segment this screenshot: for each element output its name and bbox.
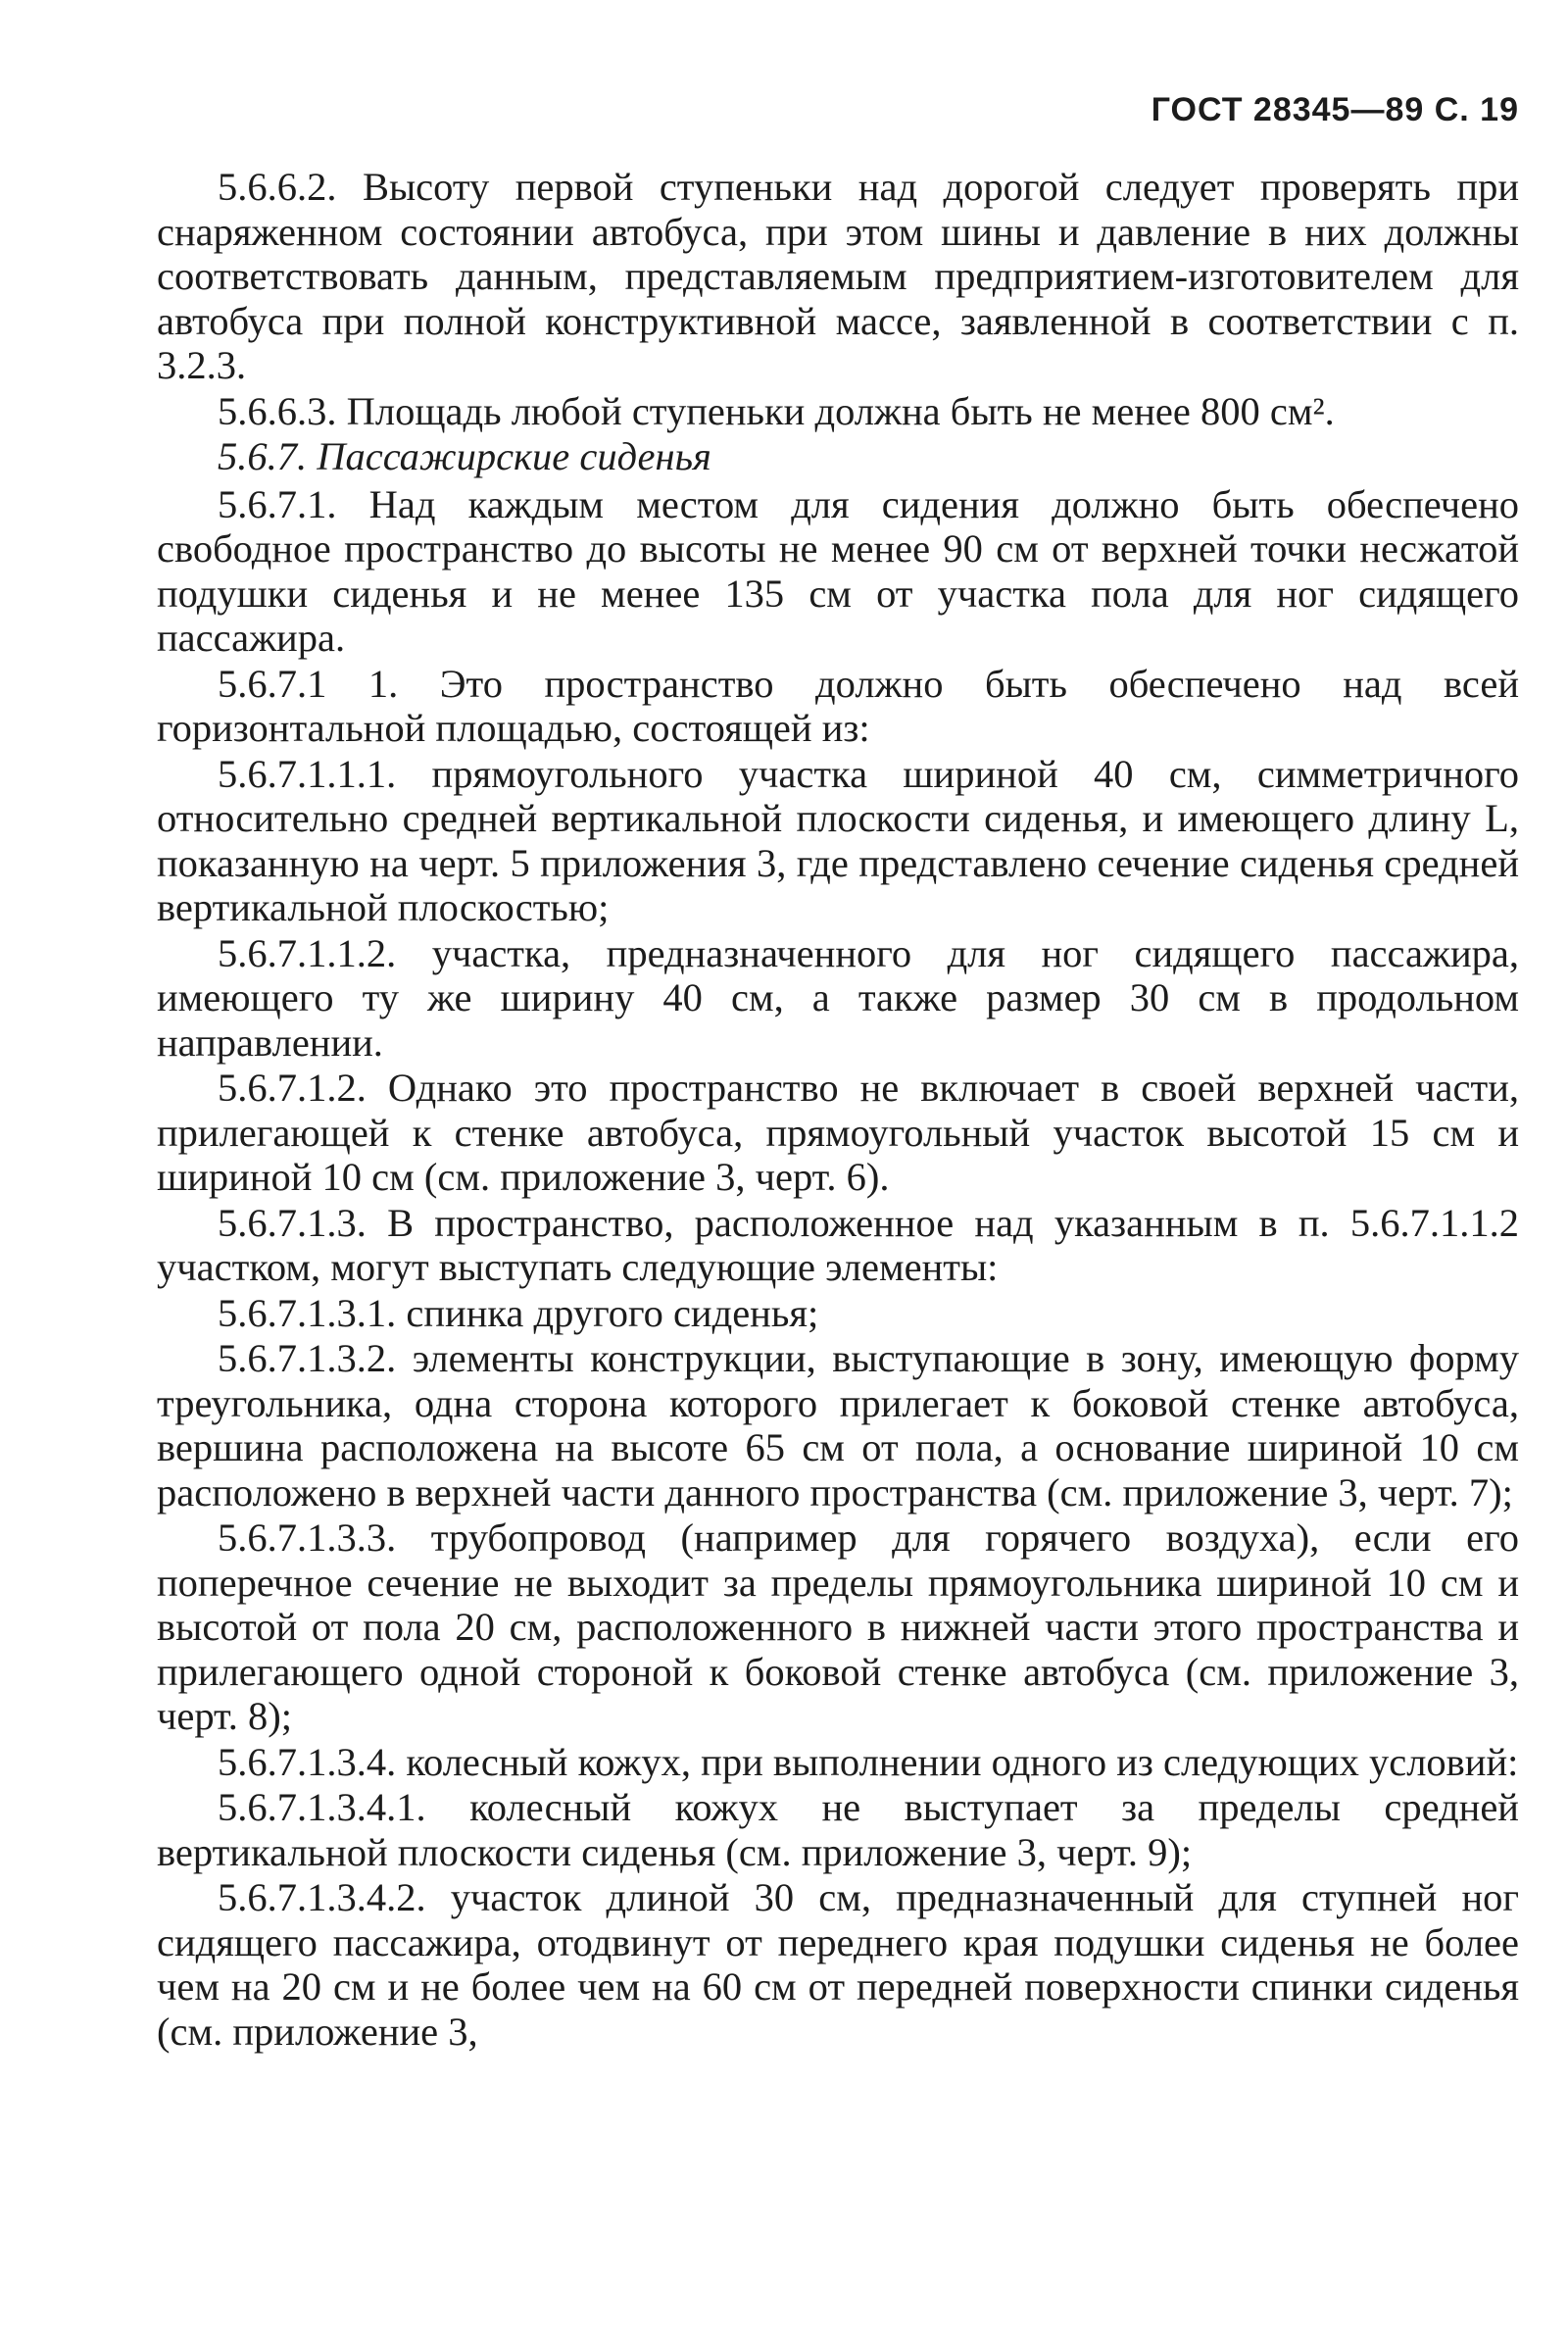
paragraph-5-6-7-1-2: 5.6.7.1.2. Однако это пространство не включает в своей верхней части, прилегающей к стенке автобуса, прямоугольный участок высотой 15 см и шириной 10 см (см. приложение 3, черт. 6). bbox=[157, 1066, 1519, 1199]
paragraph-5-6-6-2: 5.6.6.2. Высоту первой ступеньки над дорогой следует проверять при снаряженном состоянии автобуса, при этом шины и давление в них должны соответствовать данным, представляемым предприятием-изготовителем для автобуса при полной конструктивной массе, заявленной в соответствии с п. 3.2.3. bbox=[157, 165, 1519, 387]
paragraph-5-6-7-1-1-1: 5.6.7.1.1.1. прямоугольного участка шириной 40 см, симметричного относительно средней вертикальной плоскости сиденья, и имеющего длину L, показанную на черт. 5 приложения 3, где представлено сечение сиденья средней вертикальной плоскостью; bbox=[157, 751, 1519, 929]
paragraph-5-6-7-1-3-4-1: 5.6.7.1.3.4.1. колесный кожух не выступает за пределы средней вертикальной плоскости сиденья (см. приложение 3, черт. 9); bbox=[157, 1785, 1519, 1874]
paragraph-5-6-7-1-3-2: 5.6.7.1.3.2. элементы конструкции, выступающие в зону, имеющую форму треугольника, одна сторона которого прилегает к боковой стенке автобуса, вершина расположена на высоте 65 см от пола, а основание шириной 10 см расположено в верхней части данного пространства (см. приложение 3, черт. 7); bbox=[157, 1336, 1519, 1515]
paragraph-5-6-7-1-3-4-2: 5.6.7.1.3.4.2. участок длиной 30 см, предназначенный для ступней ног сидящего пассажира, отодвинут от переднего края подушки сиденья не более чем на 20 см и не более чем на 60 см от передней поверхности спинки сиденья (см. приложение 3, bbox=[157, 1875, 1519, 2054]
page-header: ГОСТ 28345—89 С. 19 bbox=[1151, 91, 1519, 128]
paragraph-5-6-7-1: 5.6.7.1. Над каждым местом для сидения должно быть обеспечено свободное пространство до высоты не менее 90 см от верхней точки несжатой подушки сиденья и не менее 135 см от участка пола для ног сидящего пассажира. bbox=[157, 481, 1519, 660]
paragraph-5-6-7-1-3-1: 5.6.7.1.3.1. спинка другого сиденья; bbox=[218, 1290, 819, 1335]
paragraph-5-6-7-1-3-4: 5.6.7.1.3.4. колесный кожух, при выполнении одного из следующих условий: bbox=[218, 1739, 1519, 1784]
section-heading-5-6-7: 5.6.7. Пассажирские сиденья bbox=[218, 434, 711, 478]
paragraph-5-6-7-1-3-3: 5.6.7.1.3.3. трубопровод (например для горячего воздуха), если его поперечное сечение не выходит за пределы прямоугольника шириной 10 см и высотой от пола 20 см, расположенного в нижней части этого пространства и прилегающего одной стороной к боковой стенке автобуса (см. приложение 3, черт. 8); bbox=[157, 1515, 1519, 1738]
paragraph-5-6-6-3: 5.6.6.3. Площадь любой ступеньки должна быть не менее 800 см². bbox=[218, 388, 1335, 433]
document-body bbox=[157, 165, 1519, 2054]
paragraph-5-6-7-1-1-2: 5.6.7.1.1.2. участка, предназначенного для ног сидящего пассажира, имеющего ту же ширину 40 см, а также размер 30 см в продольном направлении. bbox=[157, 930, 1519, 1065]
paragraph-5-6-7-1-3: 5.6.7.1.3. В пространство, расположенное над указанным в п. 5.6.7.1.1.2 участком, могут выступать следующие элементы: bbox=[157, 1200, 1519, 1289]
paragraph-5-6-7-1-1: 5.6.7.1 1. Это пространство должно быть обеспечено над всей горизонтальной площадью, состоящей из: bbox=[157, 661, 1519, 750]
